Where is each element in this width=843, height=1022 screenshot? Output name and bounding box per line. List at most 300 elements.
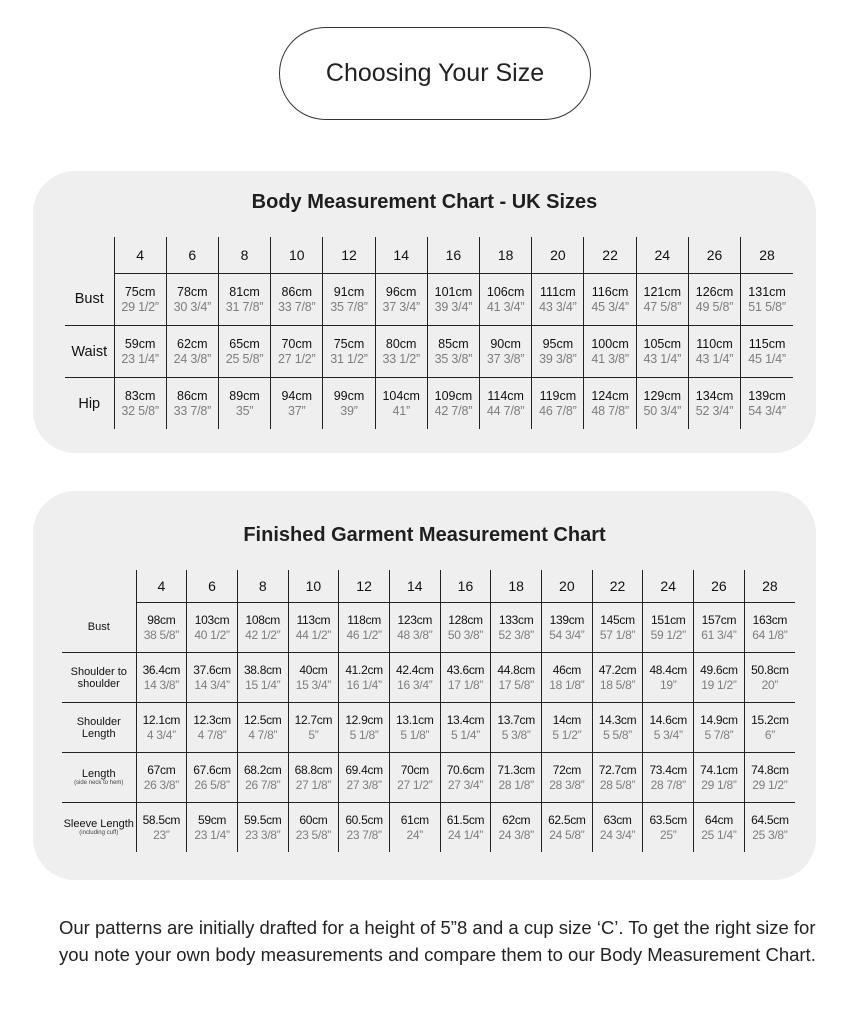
row-label-text: Bust [74, 291, 104, 308]
cm-value: 69.4cm [345, 762, 383, 777]
inch-value: 5 5/8” [603, 727, 632, 742]
measurement-cell [491, 753, 542, 803]
row-sublabel: (including cuff) [79, 830, 119, 836]
cm-value: 85cm [438, 336, 469, 351]
cm-value: 64cm [704, 812, 733, 827]
inch-value: 5 3/4” [653, 727, 683, 742]
measurement-cell [237, 603, 288, 653]
cm-value: 101cm [434, 284, 473, 299]
inch-value: 42 1/2” [245, 627, 281, 642]
measurement-cell [288, 753, 339, 803]
cm-value: 72.7cm [598, 762, 637, 777]
cm-value: 13.7cm [497, 712, 535, 727]
page-title: Choosing Your Size [279, 27, 591, 120]
size-header: 12 [323, 237, 375, 274]
measurement-cell [491, 803, 542, 853]
measurement-cell [491, 653, 542, 703]
measurement-cell [288, 653, 339, 703]
cm-value: 60.5cm [345, 812, 383, 827]
measurement-cell [339, 653, 390, 703]
inch-value: 5” [308, 727, 319, 742]
measurement-cell [542, 703, 593, 753]
row-label [65, 326, 114, 378]
measurement-cell [237, 753, 288, 803]
sizing-footnote: Our patterns are initially drafted for a height of 5”8 and a cup size ‘C’. To get the right size for you note your own body measurements and compare them to our Body Measurement Chart. [59, 917, 816, 965]
measurement-cell [440, 703, 491, 753]
measurement-cell [643, 653, 694, 703]
inch-value: 23 3/8” [245, 827, 281, 842]
measurement-cell [636, 378, 688, 430]
cm-value: 61.5cm [446, 812, 485, 827]
measurement-cell [136, 653, 187, 703]
measurement-cell [542, 803, 593, 853]
inch-value: 28 7/8” [650, 777, 686, 792]
cm-value: 128cm [448, 612, 483, 627]
measurement-cell [375, 274, 427, 326]
cm-value: 78cm [177, 284, 208, 299]
size-header-row [65, 237, 793, 274]
inch-value: 46 7/8” [539, 403, 577, 418]
cm-value: 109cm [434, 388, 473, 403]
measurement-cell [532, 274, 584, 326]
inch-value: 25 1/4” [701, 827, 737, 842]
cm-value: 36.4cm [142, 662, 181, 677]
measurement-cell [427, 378, 479, 430]
inch-value: 38 5/8” [143, 627, 179, 642]
inch-value: 27 1/2” [397, 777, 433, 792]
measurement-cell [271, 378, 323, 430]
inch-value: 46 1/2” [346, 627, 382, 642]
measurement-cell [136, 753, 187, 803]
size-header: 28 [744, 570, 795, 603]
inch-value: 42 7/8” [434, 403, 473, 418]
cm-value: 14cm [552, 712, 581, 727]
cm-value: 70cm [400, 762, 429, 777]
inch-value: 47 5/8” [643, 299, 682, 314]
inch-value: 4 3/4” [146, 727, 176, 742]
inch-value: 30 3/4” [173, 299, 212, 314]
header-corner [65, 237, 114, 274]
cm-value: 103cm [194, 612, 230, 627]
size-header: 14 [389, 570, 440, 603]
measurement-cell [440, 603, 491, 653]
inch-value: 43 1/4” [695, 351, 734, 366]
cm-value: 116cm [591, 284, 629, 299]
cm-value: 70cm [281, 336, 313, 351]
cm-value: 126cm [695, 284, 734, 299]
table-row [62, 753, 795, 803]
inch-value: 40 1/2” [194, 627, 230, 642]
row-label-text: Bust [87, 621, 110, 634]
cm-value: 75cm [124, 284, 156, 299]
inch-value: 25 3/8” [752, 827, 788, 842]
inch-value: 19 1/2” [701, 677, 737, 692]
measurement-cell [744, 753, 795, 803]
measurement-cell [694, 753, 745, 803]
measurement-cell [741, 378, 793, 430]
measurement-cell [218, 326, 270, 378]
table-row [62, 603, 795, 653]
inch-value: 28 5/8” [599, 777, 636, 792]
cm-value: 60cm [299, 812, 328, 827]
measurement-cell [114, 326, 166, 378]
inch-value: 48 3/8” [397, 627, 433, 642]
cm-value: 113cm [296, 612, 331, 627]
measurement-cell [744, 803, 795, 853]
inch-value: 37 3/4” [382, 299, 420, 314]
size-header: 24 [636, 237, 688, 274]
inch-value: 4 7/8” [248, 727, 278, 742]
measurement-cell [741, 326, 793, 378]
inch-value: 54 3/4” [549, 627, 585, 642]
inch-value: 50 3/8” [447, 627, 484, 642]
measurement-cell [389, 603, 440, 653]
measurement-cell [592, 653, 643, 703]
cm-value: 68.8cm [294, 762, 333, 777]
inch-value: 26 5/8” [194, 777, 230, 792]
size-header-row [62, 570, 795, 603]
cm-value: 12.9cm [345, 712, 383, 727]
cm-value: 72cm [552, 762, 581, 777]
inch-value: 16 3/4” [397, 677, 433, 692]
cm-value: 83cm [124, 388, 156, 403]
measurement-cell [339, 603, 390, 653]
size-header: 28 [741, 237, 793, 274]
inch-value: 5 1/4” [451, 727, 480, 742]
measurement-cell [427, 274, 479, 326]
table-row [62, 803, 795, 853]
measurement-cell [744, 703, 795, 753]
size-header: 6 [166, 237, 218, 274]
measurement-cell [542, 603, 593, 653]
cm-value: 70.6cm [446, 762, 485, 777]
inch-value: 39” [340, 403, 358, 418]
measurement-cell [480, 378, 532, 430]
inch-value: 43 3/4” [539, 299, 577, 314]
cm-value: 131cm [748, 284, 786, 299]
inch-value: 35 7/8” [330, 299, 368, 314]
measurement-cell [323, 378, 375, 430]
measurement-cell [427, 326, 479, 378]
cm-value: 62cm [502, 812, 531, 827]
body-measurement-table [65, 237, 793, 429]
measurement-cell [187, 753, 238, 803]
row-label [62, 753, 136, 803]
row-label [62, 803, 136, 853]
row-label [62, 653, 136, 703]
inch-value: 5 1/8” [349, 727, 379, 742]
inch-value: 15 1/4” [245, 677, 281, 692]
inch-value: 25 5/8” [225, 351, 264, 366]
measurement-cell [694, 703, 745, 753]
measurement-cell [741, 274, 793, 326]
cm-value: 15.2cm [751, 712, 789, 727]
size-header: 14 [375, 237, 427, 274]
measurement-cell [218, 378, 270, 430]
cm-value: 38.8cm [243, 662, 282, 677]
size-header: 4 [114, 237, 166, 274]
cm-value: 124cm [591, 388, 629, 403]
measurement-cell [187, 803, 238, 853]
size-header: 8 [237, 570, 288, 603]
measurement-cell [532, 378, 584, 430]
inch-value: 23 7/8” [346, 827, 382, 842]
table-row [62, 703, 795, 753]
cm-value: 114cm [487, 388, 524, 403]
measurement-cell [643, 803, 694, 853]
cm-value: 100cm [591, 336, 629, 351]
cm-value: 106cm [486, 284, 525, 299]
inch-value: 29 1/8” [701, 777, 737, 792]
cm-value: 62.5cm [548, 812, 586, 827]
cm-value: 59cm [197, 812, 227, 827]
inch-value: 14 3/4” [194, 677, 230, 692]
cm-value: 139cm [549, 612, 585, 627]
row-sublabel: (side neck to hem) [74, 780, 124, 786]
measurement-cell [491, 603, 542, 653]
row-label-text: Sleeve Length [63, 818, 134, 830]
cm-value: 118cm [347, 612, 381, 627]
measurement-cell [643, 703, 694, 753]
garment-measurement-panel [33, 491, 816, 880]
cm-value: 13.1cm [396, 712, 434, 727]
inch-value: 35” [235, 403, 254, 418]
inch-value: 44 7/8” [486, 403, 525, 418]
cm-value: 12.5cm [243, 712, 282, 727]
inch-value: 54 3/4” [748, 403, 786, 418]
cm-value: 98cm [147, 612, 176, 627]
inch-value: 25” [659, 827, 677, 842]
measurement-cell [375, 326, 427, 378]
size-header: 12 [339, 570, 390, 603]
cm-value: 163cm [752, 612, 788, 627]
measurement-cell [440, 653, 491, 703]
measurement-cell [688, 326, 740, 378]
inch-value: 27 3/8” [346, 777, 382, 792]
inch-value: 28 3/8” [549, 777, 585, 792]
inch-value: 41” [392, 403, 410, 418]
inch-value: 31 1/2” [330, 351, 368, 366]
measurement-cell [375, 378, 427, 430]
measurement-cell [166, 274, 218, 326]
inch-value: 5 1/8” [400, 727, 430, 742]
measurement-cell [271, 274, 323, 326]
measurement-cell [136, 803, 187, 853]
inch-value: 61 3/4” [701, 627, 737, 642]
inch-value: 15 3/4” [295, 677, 332, 692]
measurement-cell [323, 326, 375, 378]
cm-value: 50.8cm [751, 662, 789, 677]
inch-value: 43 1/4” [643, 351, 682, 366]
measurement-cell [440, 753, 491, 803]
cm-value: 71.3cm [497, 762, 535, 777]
measurement-cell [440, 803, 491, 853]
row-label [65, 378, 114, 430]
row-label [65, 274, 114, 326]
size-header: 22 [584, 237, 636, 274]
measurement-cell [636, 326, 688, 378]
table-row [62, 653, 795, 703]
cm-value: 110cm [696, 336, 733, 351]
cm-value: 40cm [299, 662, 328, 677]
cm-value: 14.9cm [700, 712, 738, 727]
measurement-cell [592, 803, 643, 853]
inch-value: 5 7/8” [704, 727, 734, 742]
cm-value: 105cm [643, 336, 682, 351]
cm-value: 12.7cm [294, 712, 333, 727]
inch-value: 18 1/8” [549, 677, 585, 692]
size-header: 20 [532, 237, 584, 274]
inch-value: 37 3/8” [486, 351, 525, 366]
measurement-cell [643, 603, 694, 653]
cm-value: 64.5cm [751, 812, 789, 827]
cm-value: 133cm [498, 612, 534, 627]
cm-value: 96cm [385, 284, 417, 299]
inch-value: 5 1/2” [552, 727, 582, 742]
inch-value: 39 3/8” [539, 351, 577, 366]
cm-value: 43.6cm [446, 662, 485, 677]
cm-value: 37.6cm [193, 662, 231, 677]
inch-value: 24 3/4” [599, 827, 636, 842]
inch-value: 31 7/8” [225, 299, 264, 314]
inch-value: 27 1/8” [295, 777, 332, 792]
cm-value: 12.3cm [193, 712, 231, 727]
row-label-text: Shoulder to shoulder [70, 665, 127, 690]
cm-value: 41.2cm [345, 662, 383, 677]
cm-value: 63cm [603, 812, 632, 827]
cm-value: 14.3cm [598, 712, 637, 727]
inch-value: 5 3/8” [501, 727, 531, 742]
cm-value: 74.1cm [700, 762, 738, 777]
measurement-cell [237, 803, 288, 853]
measurement-cell [542, 753, 593, 803]
cm-value: 67.6cm [193, 762, 231, 777]
cm-value: 48.4cm [649, 662, 687, 677]
inch-value: 44 1/2” [295, 627, 332, 642]
table-row [65, 274, 793, 326]
cm-value: 67cm [147, 762, 176, 777]
cm-value: 119cm [539, 388, 577, 403]
inch-value: 50 3/4” [643, 403, 682, 418]
measurement-cell [288, 803, 339, 853]
inch-value: 49 5/8” [695, 299, 734, 314]
inch-value: 24 3/8” [173, 351, 212, 366]
cm-value: 99cm [333, 388, 365, 403]
cm-value: 108cm [245, 612, 280, 627]
cm-value: 86cm [177, 388, 208, 403]
inch-value: 28 1/8” [498, 777, 534, 792]
inch-value: 23 1/4” [121, 351, 159, 366]
measurement-cell [114, 274, 166, 326]
measurement-cell [480, 326, 532, 378]
inch-value: 26 3/8” [143, 777, 179, 792]
row-label-text: Shoulder Length [76, 715, 121, 740]
inch-value: 29 1/2” [121, 299, 159, 314]
inch-value: 26 7/8” [245, 777, 281, 792]
measurement-cell [694, 803, 745, 853]
cm-value: 59cm [124, 336, 156, 351]
measurement-cell [592, 753, 643, 803]
size-header: 18 [480, 237, 532, 274]
measurement-cell [744, 603, 795, 653]
measurement-cell [114, 378, 166, 430]
cm-value: 134cm [695, 388, 734, 403]
measurement-cell [187, 653, 238, 703]
measurement-cell [339, 753, 390, 803]
cm-value: 74.8cm [751, 762, 789, 777]
measurement-cell [532, 326, 584, 378]
inch-value: 17 5/8” [498, 677, 534, 692]
measurement-cell [218, 274, 270, 326]
size-header: 6 [187, 570, 238, 603]
inch-value: 14 3/8” [143, 677, 179, 692]
measurement-cell [584, 274, 636, 326]
cm-value: 115cm [748, 336, 786, 351]
inch-value: 33 7/8” [278, 299, 316, 314]
measurement-cell [584, 326, 636, 378]
measurement-cell [389, 753, 440, 803]
cm-value: 94cm [281, 388, 313, 403]
cm-value: 73.4cm [649, 762, 687, 777]
inch-value: 32 5/8” [121, 403, 159, 418]
measurement-cell [542, 653, 593, 703]
inch-value: 51 5/8” [748, 299, 786, 314]
cm-value: 139cm [748, 388, 786, 403]
size-header: 8 [218, 237, 270, 274]
cm-value: 104cm [382, 388, 420, 403]
row-label-text: Length [81, 768, 116, 780]
garment-chart-title: Finished Garment Measurement Chart [243, 524, 606, 546]
measurement-cell [339, 703, 390, 753]
cm-value: 123cm [397, 612, 433, 627]
cm-value: 63.5cm [649, 812, 687, 827]
inch-value: 41 3/4” [486, 299, 525, 314]
cm-value: 46cm [552, 662, 581, 677]
measurement-cell [694, 603, 745, 653]
cm-value: 111cm [540, 284, 576, 299]
row-label-text: Waist [71, 343, 108, 360]
size-header: 18 [491, 570, 542, 603]
inch-value: 33 1/2” [382, 351, 420, 366]
inch-value: 33 7/8” [173, 403, 212, 418]
measurement-cell [592, 603, 643, 653]
measurement-cell [688, 378, 740, 430]
size-header: 22 [592, 570, 643, 603]
cm-value: 58.5cm [142, 812, 181, 827]
measurement-cell [187, 703, 238, 753]
size-header: 4 [136, 570, 187, 603]
size-header: 10 [288, 570, 339, 603]
measurement-cell [166, 326, 218, 378]
table-row [65, 326, 793, 378]
cm-value: 65cm [229, 336, 260, 351]
measurement-cell [643, 753, 694, 803]
inch-value: 27 3/4” [447, 777, 484, 792]
cm-value: 42.4cm [396, 662, 434, 677]
inch-value: 24 1/4” [447, 827, 484, 842]
cm-value: 13.4cm [446, 712, 485, 727]
inch-value: 59 1/2” [650, 627, 686, 642]
cm-value: 44.8cm [497, 662, 535, 677]
cm-value: 90cm [490, 336, 521, 351]
row-label [62, 603, 136, 653]
cm-value: 121cm [643, 284, 682, 299]
measurement-cell [592, 703, 643, 753]
measurement-cell [166, 378, 218, 430]
body-chart-title: Body Measurement Chart - UK Sizes [251, 191, 598, 213]
size-header: 26 [694, 570, 745, 603]
measurement-cell [688, 274, 740, 326]
